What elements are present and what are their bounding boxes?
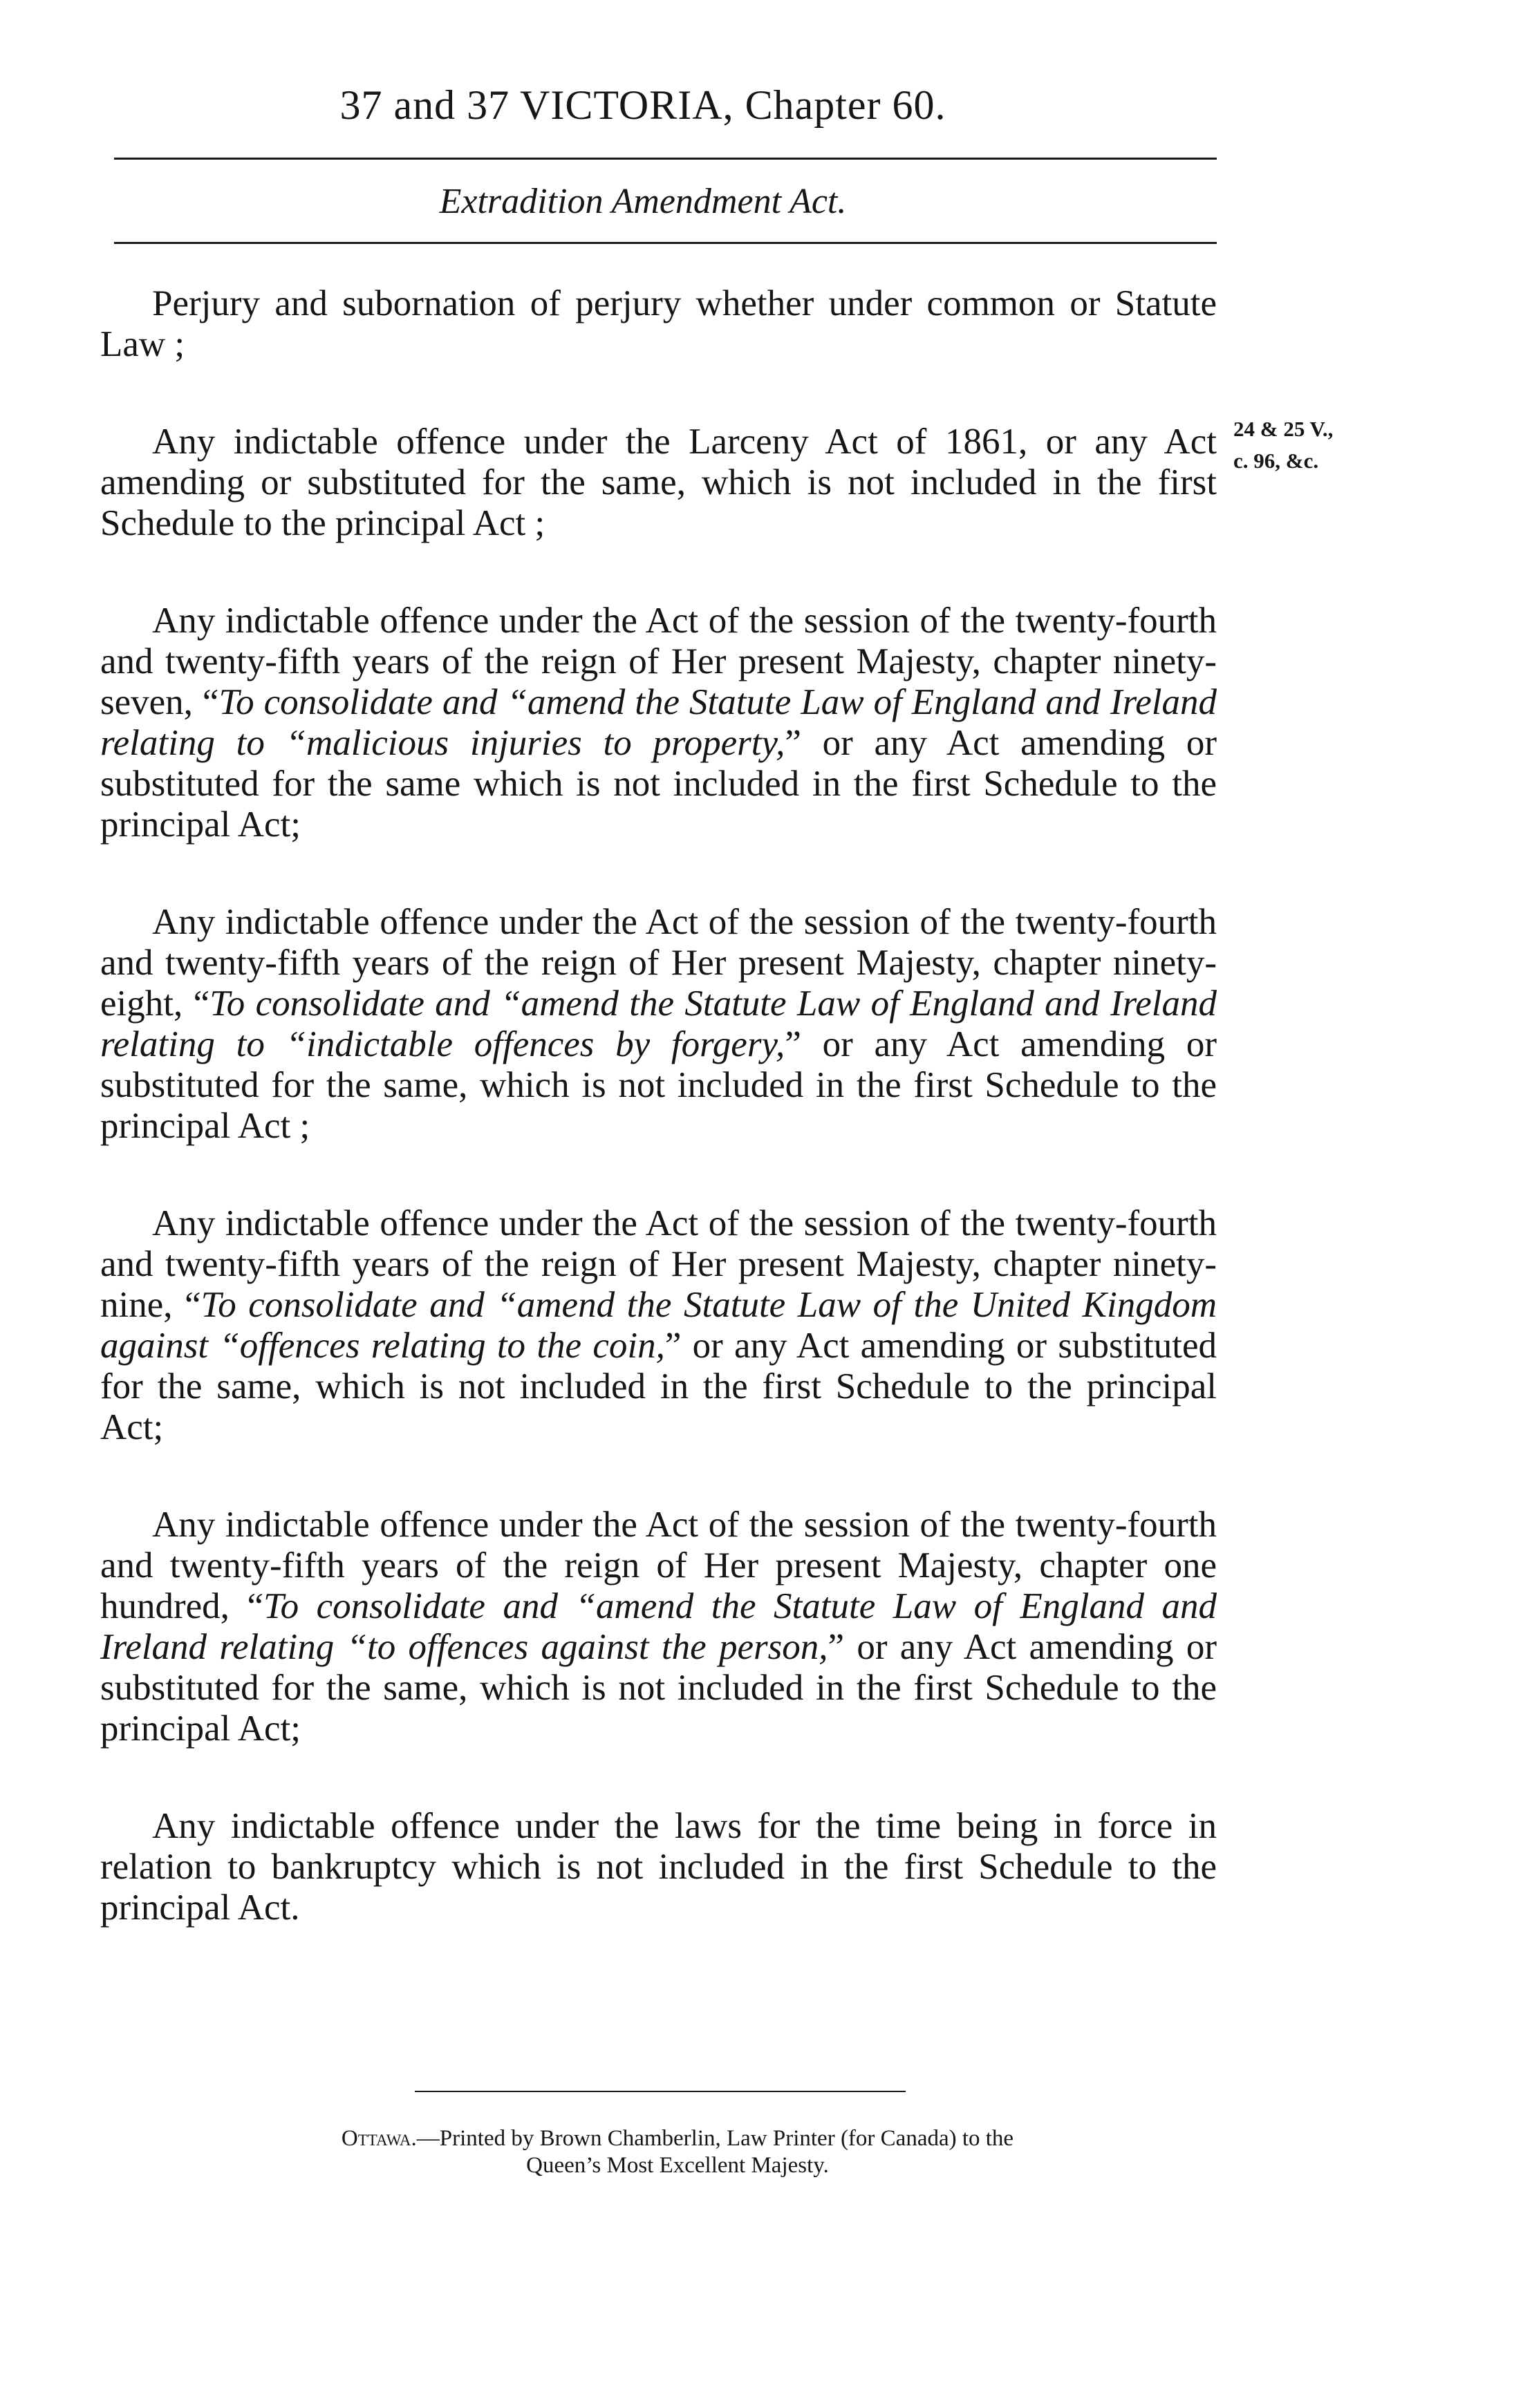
- paragraph-forgery: [100, 902, 1217, 1147]
- paragraph-larceny: [100, 422, 1217, 544]
- paragraph-malicious-injuries: [100, 601, 1217, 845]
- margin-note: [1233, 413, 1399, 477]
- margin-note-line-2: c. 96, &c.: [1233, 449, 1319, 473]
- paragraph-act-title: To consolidate and “amend the Statute Law of the United Kingdom against “offences relating to the coin,: [100, 1285, 1217, 1366]
- paragraph-perjury: [100, 283, 1217, 365]
- paragraph-text-after: ” or any Act amending or substituted for the same, which is not included in the first Schedule to the principal Act;: [100, 1326, 1217, 1447]
- paragraph-text-after: ” or any Act amending or substituted for the same, which is not included in the first Schedule to the principal Act;: [100, 1627, 1217, 1749]
- imprint-line-1: [104, 2125, 1251, 2152]
- paragraph-text-after: ” or any Act amending or substituted for the same which is not included in the first Schedule to the principal Act;: [100, 723, 1217, 845]
- paragraph-text-before: Any indictable offence under the Act of the session of the twenty-fourth and twenty-fifth years of the reign of Her present Majesty, chapter one hundred, “: [100, 1505, 1217, 1626]
- paragraph-text-before: Any indictable offence under the Act of the session of the twenty-fourth and twenty-fifth years of the reign of Her present Majesty, chapter ninety-eight, “: [100, 902, 1217, 1024]
- paragraph-bankruptcy: [100, 1806, 1217, 1928]
- imprint-place: Ottawa.: [341, 2126, 417, 2151]
- margin-note-line-1: 24 & 25 V.,: [1233, 417, 1334, 441]
- paragraph-text: Perjury and subornation of perjury whether under common or Statute Law ;: [100, 283, 1217, 364]
- paragraph-text-before: Any indictable offence under the Act of the session of the twenty-fourth and twenty-fifth years of the reign of Her present Majesty, chapter ninety-seven, “: [100, 601, 1217, 722]
- body-text: [100, 283, 1217, 1928]
- header-rule-bottom: [114, 242, 1217, 244]
- paragraph-coin: [100, 1203, 1217, 1448]
- paragraph-act-title: To consolidate and “amend the Statute Law of England and Ireland relating “to offences against the person,: [100, 1586, 1217, 1667]
- paragraph-act-title: To consolidate and “amend the Statute Law of England and Ireland relating to “indictable offences by forgery,: [100, 984, 1217, 1064]
- paragraph-act-title: To consolidate and “amend the Statute Law of England and Ireland relating to “malicious injuries to property,: [100, 682, 1217, 763]
- printer-imprint: [104, 2125, 1251, 2179]
- imprint-line-2: Queen’s Most Excellent Majesty.: [526, 2153, 829, 2178]
- paragraph-text: Any indictable offence under the laws for the time being in force in relation to bankruptcy which is not included in the first Schedule to the principal Act.: [100, 1806, 1217, 1928]
- act-subtitle: Extradition Amendment Act.: [439, 182, 847, 221]
- footer-rule: [415, 2091, 906, 2092]
- paragraph-text-after: ” or any Act amending or substituted for the same, which is not included in the first Schedule to the principal Act ;: [100, 1024, 1217, 1146]
- imprint-printer: —Printed by Brown Chamberlin, Law Printer (for Canada) to the: [416, 2126, 1014, 2151]
- page-title: 37 and 37 VICTORIA, Chapter 60.: [339, 82, 946, 128]
- paragraph-text: Any indictable offence under the Larceny Act of 1861, or any Act amending or substituted for the same, which is not included in the first Schedule to the principal Act ;: [100, 422, 1217, 543]
- header-rule-top: [114, 158, 1217, 160]
- paragraph-text-before: Any indictable offence under the Act of the session of the twenty-fourth and twenty-fifth years of the reign of Her present Majesty, chapter ninety-nine, “: [100, 1203, 1217, 1325]
- paragraph-offences-against-person: [100, 1505, 1217, 1749]
